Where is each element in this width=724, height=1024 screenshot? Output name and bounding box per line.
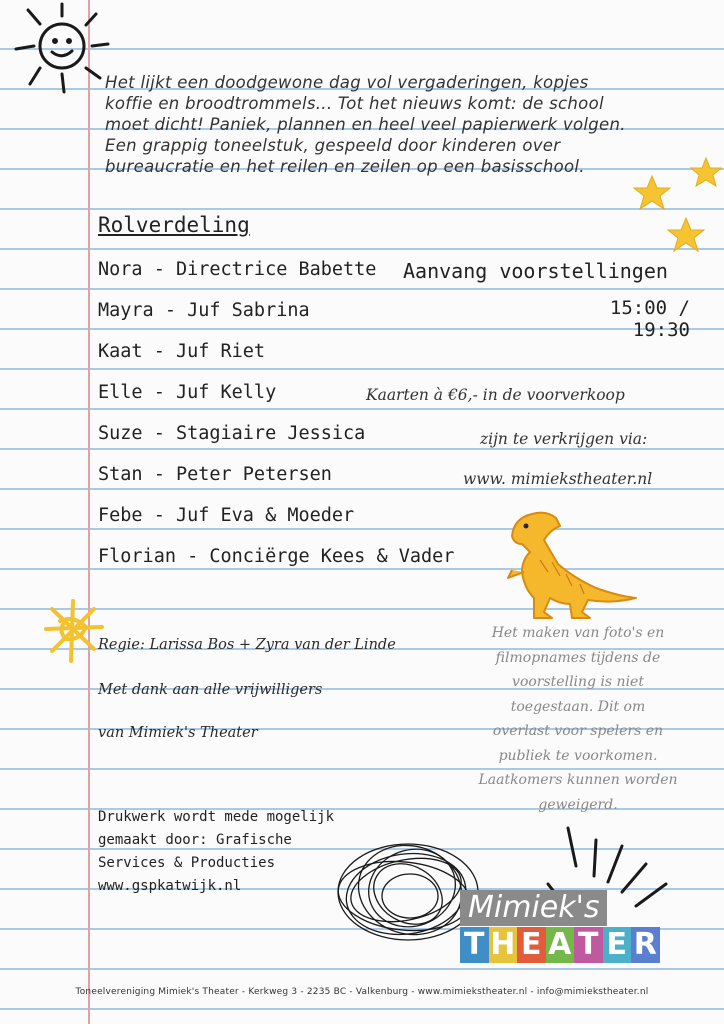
- logo-letter: R: [631, 927, 660, 963]
- notice-line: overlast voor spelers en: [492, 723, 664, 739]
- footer-address: Toneelvereniging Mimiek's Theater - Kerkweg 3 - 2235 BC - Valkenburg - www.mimiekstheater.nl - info@mimiekstheater.nl: [75, 987, 649, 997]
- notice-line: Het maken van foto's en: [491, 625, 665, 641]
- sponsor-line: Drukwerk wordt mede mogelijk: [98, 809, 335, 825]
- notice-line: voorstelling is niet: [512, 674, 644, 690]
- sponsor-website: www.gspkatwijk.nl: [98, 878, 242, 894]
- notice-line: geweigerd.: [538, 796, 618, 813]
- direction-credit: Regie: Larissa Bos + Zyra van der Linde: [98, 637, 396, 653]
- cast-entry: Florian - Conciërge Kees & Vader: [98, 546, 455, 567]
- intro-line: moet dicht! Paniek, plannen en heel veel papierwerk volgen.: [105, 115, 626, 134]
- thanks-line: Met dank aan alle vrijwilligers: [98, 682, 323, 698]
- intro-line: Een grappig toneelstuk, gespeeld door kinderen over: [105, 136, 561, 155]
- cast-entry: Stan - Peter Petersen: [98, 464, 332, 485]
- cast-entry: Mayra - Juf Sabrina: [98, 300, 310, 321]
- sun-icon: [0, 0, 115, 105]
- notice-line: toegestaan. Dit om: [510, 698, 646, 715]
- cast-entry: Suze - Stagiaire Jessica: [98, 423, 366, 444]
- notebook-margin-line: [88, 0, 90, 1024]
- dinosaur-icon: [500, 500, 645, 625]
- scribble-star-icon: [40, 597, 106, 665]
- notice-line: publiek te voorkomen.: [498, 747, 658, 764]
- logo-wordmark: Mimiek's: [460, 890, 607, 926]
- intro-line: koffie en broodtrommels... Tot het nieuws komt: de school: [105, 94, 604, 113]
- tickets-website: www. mimiekstheater.nl: [463, 470, 653, 488]
- cast-entry: Nora - Directrice Babette: [98, 259, 377, 280]
- cast-heading: Rolverdeling: [98, 213, 250, 237]
- print-sponsor: [98, 806, 334, 898]
- notice-line: Laatkomers kunnen worden: [478, 772, 678, 788]
- notice-line: filmopnames tijdens de: [495, 649, 661, 666]
- performance-times: 15:00 / 19:30: [609, 297, 690, 341]
- logo-theater: [460, 927, 660, 963]
- logo-letter: A: [546, 927, 575, 963]
- cast-entry: Kaat - Juf Riet: [98, 341, 266, 362]
- performances-heading: Aanvang voorstellingen: [403, 259, 668, 283]
- logo-letter: H: [490, 927, 516, 962]
- intro-line: bureaucratie en het reilen en zeilen op een basisschool.: [105, 157, 585, 176]
- tickets-availability: zijn te verkrijgen via:: [480, 430, 648, 448]
- intro-line: Het lijkt een doodgewone dag vol vergaderingen, kopjes: [105, 73, 589, 92]
- cast-entry: Febe - Juf Eva & Moeder: [98, 505, 355, 526]
- logo-letter: E: [517, 927, 546, 963]
- tickets-price: Kaarten à €6,- in de voorverkoop: [366, 386, 625, 404]
- cast-entry: Elle - Juf Kelly: [98, 382, 277, 403]
- thanks-line: van Mimiek's Theater: [98, 725, 258, 741]
- photo-notice: [460, 621, 696, 817]
- intro-paragraph: [105, 72, 695, 177]
- logo-letter: T: [574, 927, 603, 963]
- logo-letter: T: [460, 927, 489, 963]
- sponsor-line: gemaakt door: Grafische: [98, 832, 292, 848]
- sponsor-line: Services & Producties: [98, 855, 276, 871]
- logo-letter: E: [603, 927, 632, 963]
